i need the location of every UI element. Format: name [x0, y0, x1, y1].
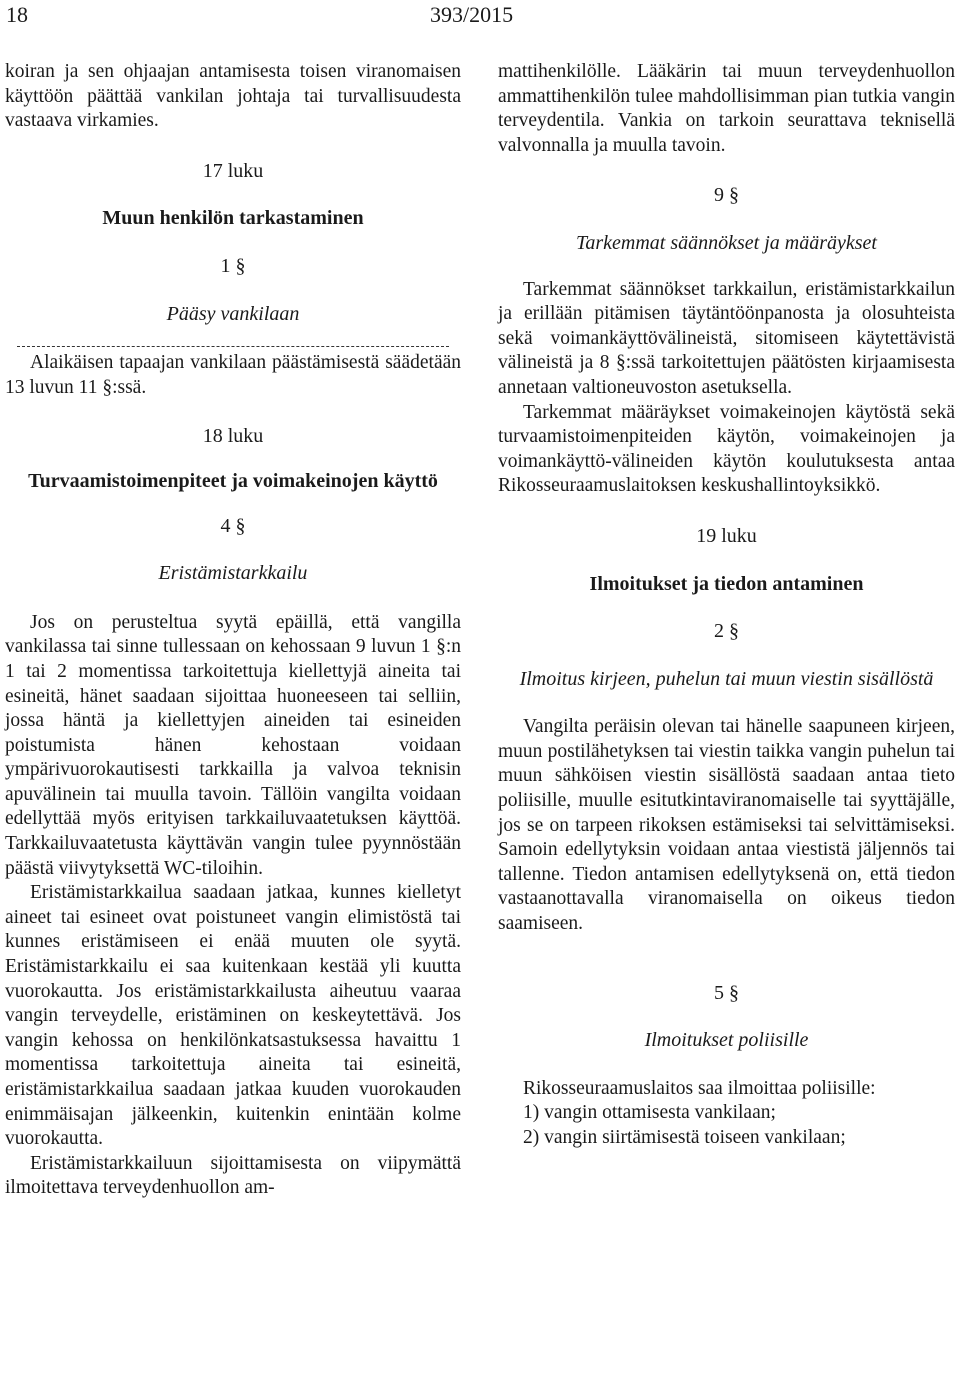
omission-dashes [17, 346, 449, 347]
chapter-18-number: 18 luku [202, 425, 264, 448]
left-column [5, 60, 461, 1201]
intro-paragraph: koiran ja sen ohjaajan antamisesta toisen viranomaisen käyttöön päättää vankilan johtaja tai turvallisuudesta vastaava virkamies. [5, 61, 461, 132]
section-4-paragraph-2: Eristämistarkkailua saadaan jatkaa, kunnes kielletyt aineet tai esineet ovat poistuneet vangin elimistöstä tai kunnes eristämiseen ei enää muuten ole syytä. Eristämistarkkailu ei saa kuitenkaan kestää yli kuutta vuorokautta. Jos eristämistarkkailusta aiheutuu vaaraa vangin terveydelle, eristäminen on keskeytettävä. Jos vangin kehossa on henkilönkatsastuksessa havaittu 1 momentissa tarkoitettuja aineita tai esineitä, eristämistarkkailua saadaan jatkaa kuuden vuorokauden enimmäisajan jälkeenkin, kuitenkin enintään kolme vuorokautta. [5, 882, 461, 1150]
section-9-number: 9 § [714, 184, 739, 207]
chapter-19-number: 19 luku [696, 524, 757, 547]
section-4-paragraph-3: Eristämistarkkailuun sijoittamisesta on viipymättä ilmoitettava terveydenhuollon am- [5, 1152, 461, 1199]
section-1-title: Pääsy vankilaan [166, 302, 300, 325]
section-4-number: 4 § [220, 514, 246, 537]
section-5-paragraph-1: Rikosseuraamuslaitos saa ilmoittaa poliisille: [523, 1077, 876, 1099]
continued-paragraph: mattihenkilölle. Lääkärin tai muun terveydenhuollon ammattihenkilön tulee mahdollisimman pian tutkia vangin terveydentila. Vankia on tarkoin seurattava teknisellä valvonnalla ja muulla tavoin. [498, 61, 955, 156]
section-9-paragraph-2: Tarkemmat määräykset voimakeinojen käytöstä sekä turvaamistoimenpiteiden käytön, voimakeinojen ja voimankäyttö-välineiden käytön koulutuksesta antaa Rikosseuraamuslaitoksen keskushallintoyksikkö. [498, 401, 955, 497]
section-4-paragraph-1: Jos on perusteltua syytä epäillä, että vangilla vankilassa tai sinne tullessaan on kehossaan 9 luvun 1 §:n 1 tai 2 momentissa tarkoitettuja kiellettyjä aineita tai esineitä, hänet saadaan sijoittaa huoneeseen tai selliin, jossa häntä ja kiellettyjen aineiden tai esineiden poistumista hänen kehostaan voidaan ympärivuorokautisesti tarkkailla ja valvoa teknisin apuvälinein tai muulla tavoin. Tällöin vangilta voidaan edellyttää myös erityisen tarkkailuvaatetuksen käyttöä. Tarkkailuvaatetusta käyttävän vangin tulee pyynnöstään päästä viivytyksettä WC-tiloihin. [5, 611, 461, 879]
section-1-number: 1 § [220, 254, 246, 277]
chapter-19-title: Ilmoitukset ja tiedon antaminen [589, 572, 864, 595]
section-2-title: Ilmoitus kirjeen, puhelun tai muun viestin sisällöstä [519, 667, 934, 690]
chapter-17-title: Muun henkilön tarkastaminen [102, 207, 364, 230]
page-number: 18 [6, 2, 28, 27]
section-1-text: Alaikäisen tapaajan vankilaan päästämisestä säädetään 13 luvun 11 §:ssä. [5, 352, 461, 398]
document-code: 393/2015 [430, 2, 514, 27]
section-5-number: 5 § [714, 981, 739, 1004]
page-header [0, 0, 960, 40]
list-item: 1) vangin ottamisesta vankilaan; [523, 1102, 776, 1124]
list-item: 2) vangin siirtämisestä toiseen vankilaan; [523, 1127, 846, 1148]
section-9-paragraph-1: Tarkemmat säännökset tarkkailun, eristämistarkkailun ja erillään pitämisen täytäntöönpanosta ja olosuhteista sekä voimankäyttövälineistä, sitomiseen käytettävistä välineistä ja 8 §:ssä tarkoitettujen päätösten kirjaamisesta annetaan valtioneuvoston asetuksella. [498, 278, 955, 398]
chapter-18-title: Turvaamistoimenpiteet ja voimakeinojen käyttö [28, 469, 438, 492]
section-2-paragraph-1: Vangilta peräisin olevan tai hänelle saapuneen kirjeen, muun postilähetyksen tai viestin taikka vangin puhelun tai muun sähköisen viestin sisällöstä saadaan antaa tieto poliisille, muulle esitutkintaviranomaiselle tai syyttäjälle, jos se on tarpeen rikoksen estämiseksi tai selvittämiseksi. Samoin edellytyksin voidaan antaa viestistä jäljennös tai tallenne. Tiedon antamisen edellytyksenä on, että tiedon vastaanottavalla viranomaisella on oikeus tiedon saamiseen. [498, 716, 955, 935]
chapter-17-number: 17 luku [202, 159, 264, 182]
section-5-title: Ilmoitukset poliisille [644, 1029, 809, 1052]
right-column [498, 60, 955, 1151]
section-2-number: 2 § [714, 620, 739, 643]
section-4-title: Eristämistarkkailu [158, 562, 308, 585]
section-9-title: Tarkemmat säännökset ja määräykset [576, 231, 877, 254]
